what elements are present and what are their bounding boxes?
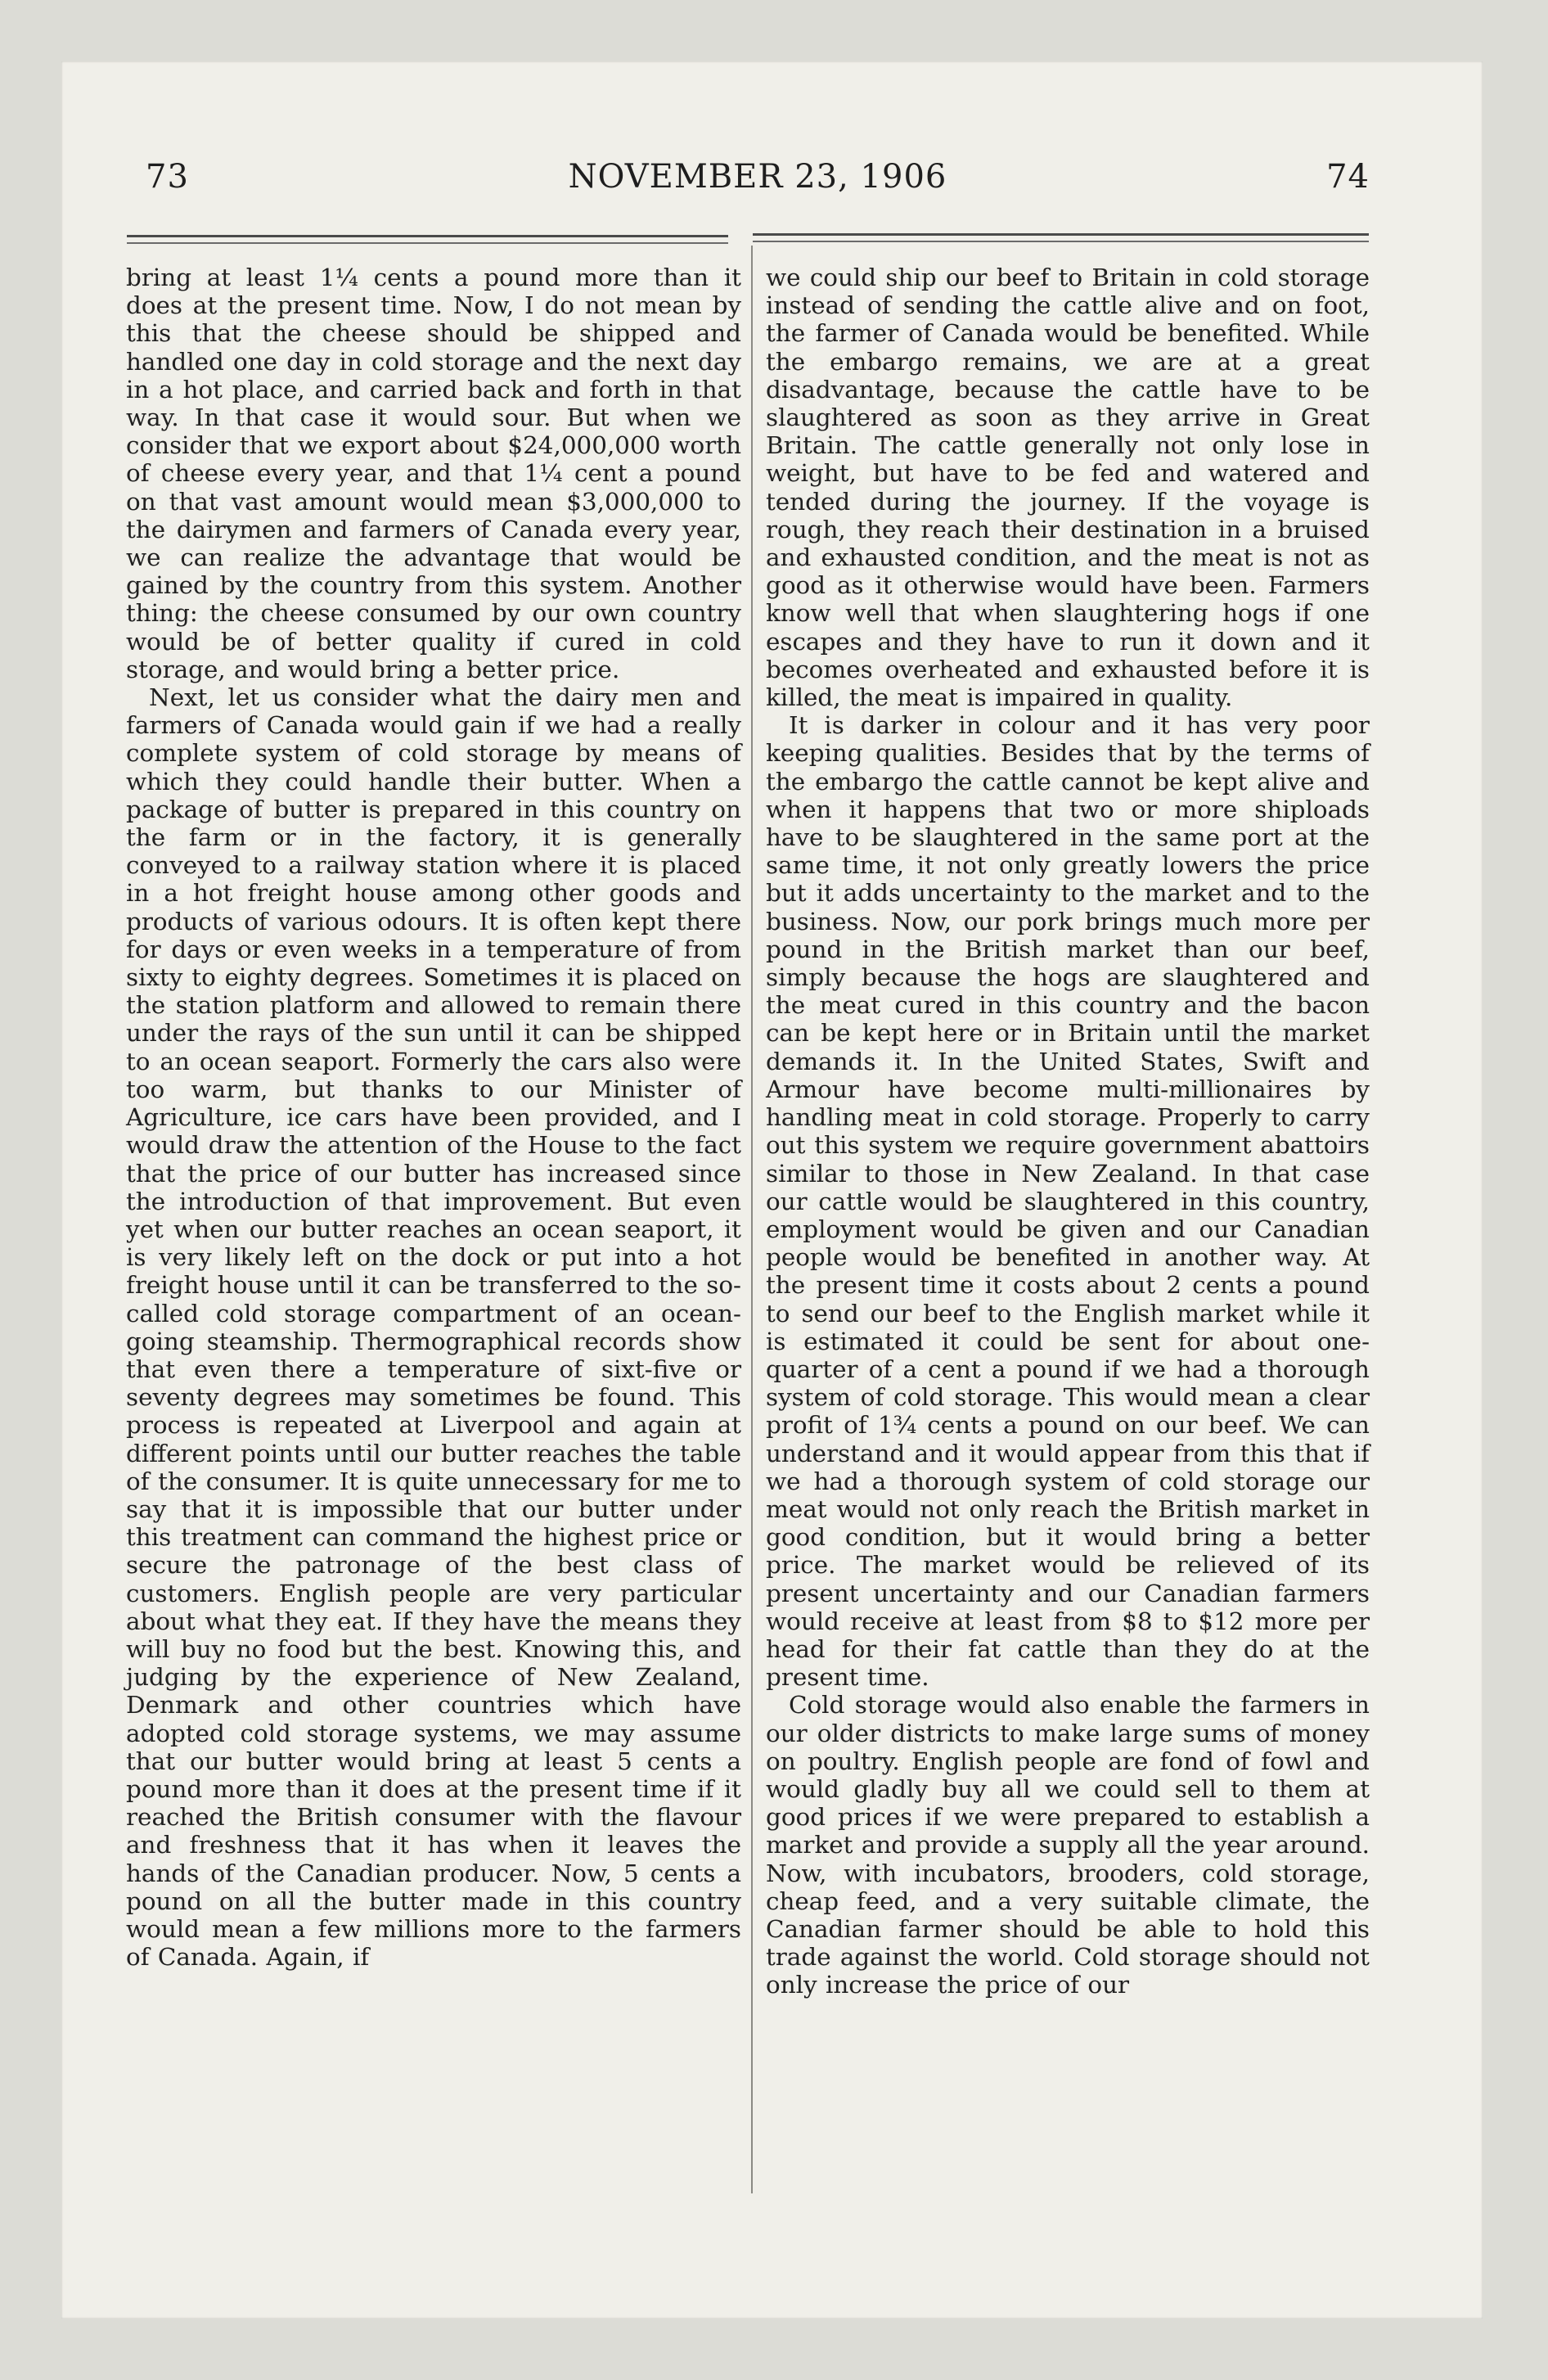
right-column bbox=[766, 264, 1370, 1999]
left-paragraph-1: bring at least 1¼ cents a pound more than it does at the present time. Now, I do not mean by this that the cheese should be shipped and handled one day in cold storage and the next day in a hot place, and carried back and forth in that way. In that case it would sour. But when we consider that we export about $24,000,000 worth of cheese every year, and that 1¼ cent a pound on that vast amount would mean $3,000,000 to the dairymen and farmers of Canada every year, we can realize the advantage that would be gained by the country from this system. Another thing: the cheese consumed by our own country would be of better quality if cured in cold storage, and would bring a better price. bbox=[126, 264, 741, 683]
right-paragraph-3: Cold storage would also enable the farmers in our older districts to make large sums of money on poultry. English people are fond of fowl and would gladly buy all we could sell to them at good prices if we were prepared to establish a market and provide a supply all the year around. Now, with incubators, brooders, cold storage, cheap feed, and a very suitable climate, the Canadian farmer should be able to hold this trade against the world. Cold storage should not only increase the price of our bbox=[766, 1691, 1370, 1999]
page-number-right: 74 bbox=[1326, 158, 1370, 196]
right-paragraph-1: we could ship our beef to Britain in cold storage instead of sending the cattle alive and on foot, the farmer of Canada would be benefited. While the embargo remains, we are at a great disadvantage, because the cattle have to be slaughtered as soon as they arrive in Great Britain. The cattle generally not only lose in weight, but have to be fed and watered and tended during the journey. If the voyage is rough, they reach their destination in a bruised and exhausted condition, and the meat is not as good as it otherwise would have been. Farmers know well that when slaughtering hogs if one escapes and they have to run it down and it becomes overheated and exhausted before it is killed, the meat is impaired in quality. bbox=[766, 264, 1370, 712]
right-paragraph-2: It is darker in colour and it has very poor keeping qualities. Besides that by the terms of the embargo the cattle cannot be kept alive and when it happens that two or more shiploads have to be slaughtered in the same port at the same time, it not only greatly lowers the price but it adds uncertainty to the market and to the business. Now, our pork brings much more per pound in the British market than our beef, simply because the hogs are slaughtered and the meat cured in this country and the bacon can be kept here or in Britain until the market demands it. In the United States, Swift and Armour have become multi-millionaires by handling meat in cold storage. Properly to carry out this system we require government abattoirs similar to those in New Zealand. In that case our cattle would be slaughtered in this country, employment would be given and our Canadian people would be benefited in another way. At the present time it costs about 2 cents a pound to send our beef to the English market while it is estimated it could be sent for about one-quarter of a cent a pound if we had a thorough system of cold storage. This would mean a clear profit of 1¾ cents a pound on our beef. We can understand and it would appear from this that if we had a thorough system of cold storage our meat would not only reach the British market in good condition, but it would bring a better price. The market would be relieved of its present uncertainty and our Canadian farmers would receive at least from $8 to $12 more per head for their fat cattle than they do at the present time. bbox=[766, 711, 1370, 1692]
header-rule-right-thick bbox=[753, 233, 1369, 236]
header-rule-left-thick bbox=[127, 235, 728, 237]
left-column bbox=[126, 264, 741, 1971]
header-rule-right-thin bbox=[753, 241, 1369, 242]
page-number-left: 73 bbox=[146, 158, 189, 196]
running-header bbox=[146, 158, 1370, 207]
header-rule-left-thin bbox=[127, 242, 728, 244]
header-date: NOVEMBER 23, 1906 bbox=[568, 158, 947, 196]
column-divider bbox=[751, 246, 753, 2193]
left-paragraph-2: Next, let us consider what the dairy men and farmers of Canada would gain if we had a really complete system of cold storage by means of which they could handle their butter. When a package of butter is prepared in this country on the farm or in the factory, it is generally conveyed to a railway station where it is placed in a hot freight house among other goods and products of various odours. It is often kept there for days or even weeks in a temperature of from sixty to eighty degrees. Sometimes it is placed on the station platform and allowed to remain there under the rays of the sun until it can be shipped to an ocean seaport. Formerly the cars also were too warm, but thanks to our Minister of Agriculture, ice cars have been provided, and I would draw the attention of the House to the fact that the price of our butter has increased since the introduction of that improvement. But even yet when our butter reaches an ocean seaport, it is very likely left on the dock or put into a hot freight house until it can be transferred to the so-called cold storage compartment of an ocean-going steamship. Thermographical records show that even there a temperature of sixt-five or seventy degrees may sometimes be found. This process is repeated at Liverpool and again at different points until our butter reaches the table of the consumer. It is quite unnecessary for me to say that it is impossible that our butter under this treatment can command the highest price or secure the patronage of the best class of customers. English people are very particular about what they eat. If they have the means they will buy no food but the best. Knowing this, and judging by the experience of New Zealand, Denmark and other countries which have adopted cold storage systems, we may assume that our butter would bring at least 5 cents a pound more than it does at the present time if it reached the British consumer with the flavour and freshness that it has when it leaves the hands of the Canadian producer. Now, 5 cents a pound on all the butter made in this country would mean a few millions more to the farmers of Canada. Again, if bbox=[126, 683, 741, 1972]
